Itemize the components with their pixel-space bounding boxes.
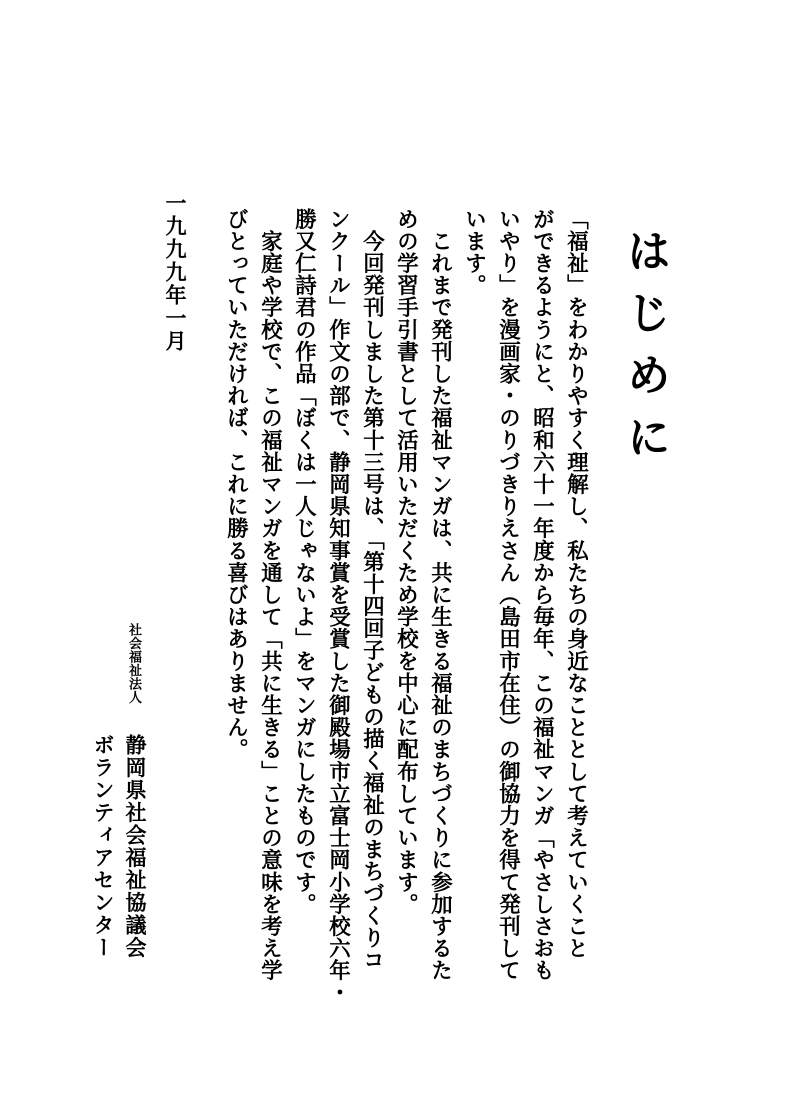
body-line-1: 「福祉」をわかりやすく理解し、私たちの身近なこととして考えていくこと (563, 208, 589, 960)
body-line-10: 家庭や学校で、この福祉マンガを通して「共に生きる」ことの意味を考え学 (257, 208, 283, 982)
body-line-11: びとっていただければ、これに勝る喜びはありません。 (223, 208, 249, 761)
body-line-3: いやり」を漫画家・のりづきりえさん（島田市在住）の御協力を得て発刊して (495, 208, 521, 982)
page-title: はじめに (619, 228, 670, 476)
body-line-4: います。 (461, 208, 487, 297)
body-line-9: 勝又仁詩君の作品「ぼくは一人じゃないよ」をマンガにしたものです。 (291, 208, 317, 916)
body-line-6: めの学習手引書として活用いただくため学校を中心に配布しています。 (393, 208, 419, 916)
date-line: 一九九九年一月 (163, 192, 187, 353)
organization-prefix: 社会福祉法人 (126, 623, 141, 704)
organization-center: ボランティアセンター (91, 734, 115, 959)
body-line-5: これまで発刊した福祉マンガは、共に生きる福祉のまちづくりに参加するた (427, 208, 453, 982)
body-line-7: 今回発刊しました第十三号は、「第十四回子どもの描く福祉のまちづくりコ (359, 208, 385, 971)
organization-name: 静岡県社会福祉協議会 (123, 734, 147, 959)
body-line-8: ンクール」作文の部で、静岡県知事賞を受賞した御殿場市立富士岡小学校六年・ (325, 208, 351, 1004)
body-line-2: ができるようにと、昭和六十一年度から毎年、この福祉マンガ「やさしさおも (529, 208, 555, 982)
